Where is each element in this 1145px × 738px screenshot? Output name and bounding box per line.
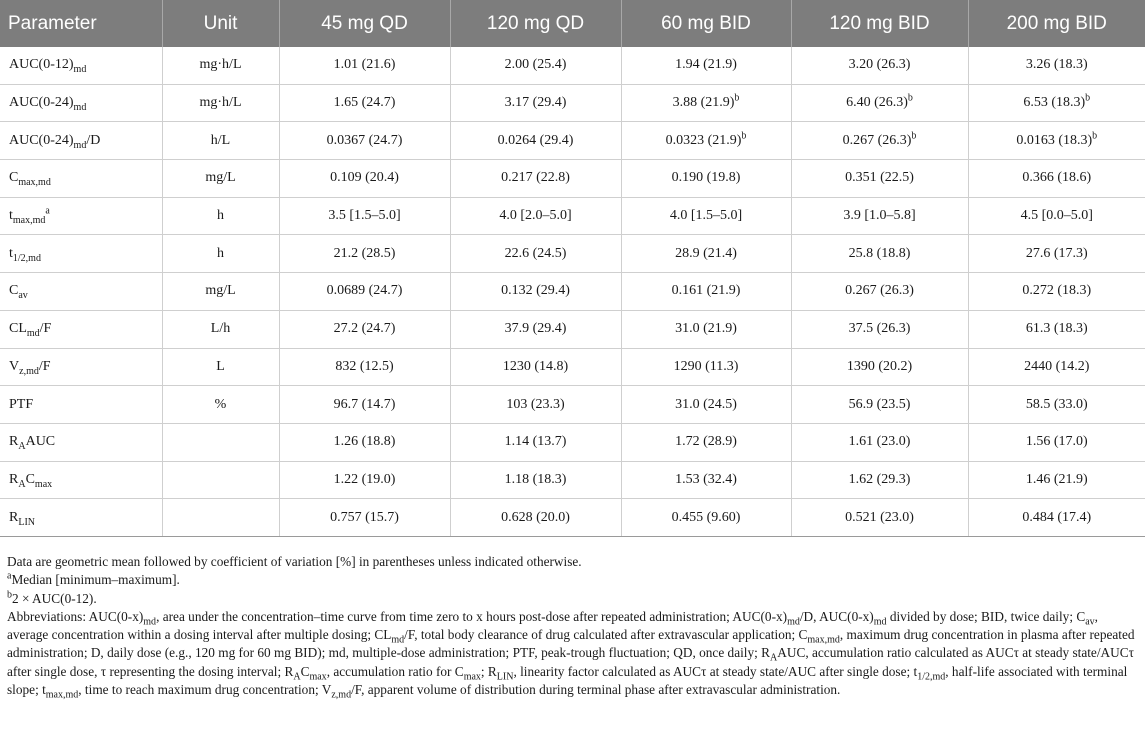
value-cell (968, 499, 1145, 537)
footnote-marker: b (741, 130, 747, 142)
cell-value: 2.00 (25.4) (504, 57, 567, 73)
value-cell (621, 122, 791, 160)
cell-value: 0.757 (15.7) (330, 509, 399, 525)
footnote-marker: b (1092, 130, 1098, 142)
parameter-cell (0, 273, 162, 311)
footnote-marker: b (911, 130, 917, 142)
table-row (0, 273, 1145, 311)
value-cell (279, 499, 450, 537)
value-cell (968, 197, 1145, 235)
parameter-cell (0, 386, 162, 424)
unit-cell: mg/L (162, 273, 279, 311)
value-cell (279, 461, 450, 499)
value-cell (279, 423, 450, 461)
value-cell (279, 122, 450, 160)
cell-value: 1.14 (13.7) (504, 434, 567, 450)
cell-value: 0.161 (21.9) (671, 283, 741, 299)
text-run: Abbreviations: AUC(0-x) (7, 608, 144, 624)
value-cell (791, 160, 968, 198)
subscript: A (18, 478, 26, 490)
text-run: AUC, accumulation ratio calculated as AUCτ at steady state/AUCτ after single dose, τ representing the dosing interval; R (7, 645, 1134, 679)
footnote (7, 571, 1137, 589)
cell-value: 0.0367 (24.7) (326, 132, 403, 148)
unit-cell: L/h (162, 310, 279, 348)
value-cell (279, 348, 450, 386)
text-run: , accumulation ratio for C (326, 663, 464, 679)
unit-cell: L (162, 348, 279, 386)
value-cell (791, 461, 968, 499)
text-run: C (300, 663, 310, 679)
cell-value: 3.5 [1.5–5.0] (328, 208, 401, 224)
cell-value: 3.9 [1.0–5.8] (843, 208, 916, 224)
subscript: z,md (331, 689, 352, 701)
text-run: AUC (25, 434, 56, 450)
value-cell (279, 273, 450, 311)
subscript: av (18, 290, 28, 302)
value-cell (791, 122, 968, 160)
value-cell (968, 235, 1145, 273)
subscript: md (73, 139, 87, 151)
cell-value: 4.5 [0.0–5.0] (1020, 208, 1093, 224)
header-200mg-bid: 200 mg BID (968, 0, 1145, 47)
value-cell (621, 273, 791, 311)
text-run: divided by dose; BID, twice daily; C (886, 608, 1086, 624)
parameter-cell (0, 197, 162, 235)
text-run: , half-life associated with terminal slope; t (7, 663, 1128, 698)
value-cell (621, 348, 791, 386)
text-run: AUC(0-24) (9, 132, 74, 148)
table-row (0, 386, 1145, 424)
footnote (7, 553, 1137, 571)
subscript: 1/2,md (917, 671, 946, 683)
footnote (7, 608, 1137, 699)
cell-value: 0.0264 (29.4) (497, 132, 574, 148)
subscript: md (73, 101, 87, 113)
text-run: Data are geometric mean followed by coefficient of variation [%] in parentheses unless indicated otherwise. (7, 554, 582, 569)
value-cell (450, 47, 621, 84)
cell-value: 96.7 (14.7) (333, 396, 396, 412)
cell-value: 6.40 (26.3) (846, 95, 908, 111)
cell-value: 22.6 (24.5) (504, 245, 567, 261)
subscript: LIN (496, 671, 514, 683)
parameter-cell (0, 84, 162, 122)
subscript: max,md (18, 177, 51, 189)
parameter-cell (0, 235, 162, 273)
value-cell (450, 310, 621, 348)
value-cell (968, 160, 1145, 198)
text-run: AUC(0-24) (9, 95, 74, 111)
text-run: R (9, 434, 19, 450)
text-run: ; R (480, 663, 497, 679)
value-cell (621, 160, 791, 198)
text-run: /F, total body clearance of drug calculated after extravascular application; C (404, 627, 808, 643)
table-row (0, 84, 1145, 122)
cell-value: 1.61 (23.0) (848, 434, 911, 450)
table-body (0, 47, 1145, 536)
value-cell (450, 197, 621, 235)
table-footnotes (7, 553, 1137, 699)
text-run: /D (86, 132, 101, 148)
cell-value: 0.0323 (21.9) (665, 132, 742, 148)
value-cell (621, 235, 791, 273)
header-unit: Unit (162, 0, 279, 47)
parameter-cell (0, 423, 162, 461)
text-run: R (9, 509, 19, 525)
unit-cell (162, 461, 279, 499)
subscript: LIN (18, 516, 36, 528)
unit-cell: mg/L (162, 160, 279, 198)
value-cell (450, 461, 621, 499)
cell-value: 6.53 (18.3) (1023, 95, 1086, 111)
value-cell (279, 84, 450, 122)
value-cell (791, 423, 968, 461)
cell-value: 0.267 (26.3) (842, 132, 912, 148)
cell-value: 31.0 (21.9) (675, 321, 737, 337)
cell-value: 0.521 (23.0) (845, 509, 914, 525)
subscript: md (143, 616, 157, 628)
value-cell (968, 310, 1145, 348)
value-cell (968, 423, 1145, 461)
value-cell (450, 84, 621, 122)
value-cell (968, 84, 1145, 122)
header-60mg-bid: 60 mg BID (621, 0, 791, 47)
cell-value: 0.109 (20.4) (330, 170, 399, 186)
value-cell (450, 235, 621, 273)
cell-value: 1.62 (29.3) (848, 471, 911, 487)
subscript: md (391, 634, 405, 646)
cell-value: 61.3 (18.3) (1025, 321, 1088, 337)
subscript: A (293, 671, 301, 683)
text-run: 2 × AUC(0-12). (12, 590, 97, 606)
parameter-cell (0, 310, 162, 348)
cell-value: 1.65 (24.7) (333, 95, 396, 111)
cell-value: 0.0689 (24.7) (326, 283, 403, 299)
value-cell (621, 310, 791, 348)
parameter-cell (0, 160, 162, 198)
value-cell (621, 461, 791, 499)
cell-value: 21.2 (28.5) (333, 245, 396, 261)
cell-value: 1.18 (18.3) (504, 471, 567, 487)
text-run: , area under the concentration–time curve from time zero to x hours post-dose after repeated administration; AUC(0-x) (156, 608, 788, 624)
unit-cell: h (162, 235, 279, 273)
cell-value: 0.132 (29.4) (501, 283, 570, 299)
table-row (0, 499, 1145, 537)
value-cell (621, 84, 791, 122)
unit-cell: % (162, 386, 279, 424)
cell-value: 27.2 (24.7) (333, 321, 396, 337)
subscript: md (73, 64, 87, 76)
cell-value: 3.17 (29.4) (504, 95, 567, 111)
superscript: a (45, 205, 50, 217)
cell-value: 0.628 (20.0) (501, 509, 570, 525)
value-cell (279, 235, 450, 273)
cell-value: 0.190 (19.8) (671, 170, 741, 186)
cell-value: 0.267 (26.3) (845, 283, 914, 299)
text-run: , maximum drug concentration in plasma after repeated administration; D, daily dose (e.g., 120 mg for 60 mg BID); md, multiple-dose administration; PTF, peak-trough fluctuation; QD, once daily; R (7, 627, 1135, 661)
unit-cell (162, 423, 279, 461)
value-cell (968, 461, 1145, 499)
text-run: C (25, 471, 35, 487)
cell-value: 1.56 (17.0) (1025, 434, 1088, 450)
table-row (0, 122, 1145, 160)
text-run: , linearity factor calculated as AUCτ at steady state/AUC after single dose; t (513, 663, 918, 679)
cell-value: 0.351 (22.5) (845, 170, 914, 186)
subscript: max (34, 478, 53, 490)
value-cell (791, 47, 968, 84)
cell-value: 1390 (20.2) (846, 358, 913, 374)
cell-value: 25.8 (18.8) (848, 245, 911, 261)
cell-value: 1.46 (21.9) (1025, 471, 1088, 487)
subscript: 1/2,md (12, 252, 41, 264)
table-row (0, 47, 1145, 84)
subscript: A (770, 653, 778, 665)
subscript: av (1085, 616, 1095, 628)
cell-value: 0.484 (17.4) (1022, 509, 1092, 525)
cell-value: 37.9 (29.4) (504, 321, 567, 337)
subscript: z,md (19, 365, 39, 377)
value-cell (450, 348, 621, 386)
header-120mg-qd: 120 mg QD (450, 0, 621, 47)
table-header (0, 0, 1145, 47)
value-cell (791, 310, 968, 348)
cell-value: 2440 (14.2) (1024, 358, 1090, 374)
value-cell (621, 386, 791, 424)
value-cell (450, 499, 621, 537)
text-run: C (9, 170, 19, 186)
value-cell (450, 273, 621, 311)
subscript: md (873, 616, 887, 628)
text-run: Median [minimum–maximum]. (11, 572, 180, 588)
cell-value: 0.366 (18.6) (1022, 170, 1092, 186)
footnote-marker: b (1085, 92, 1091, 104)
header-parameter: Parameter (0, 0, 162, 47)
cell-value: 1.72 (28.9) (675, 434, 737, 450)
value-cell (791, 348, 968, 386)
footnote-marker: b (734, 92, 740, 104)
parameter-cell (0, 122, 162, 160)
superscript: b (7, 589, 12, 601)
text-run: /F (39, 321, 52, 337)
subscript: md (26, 327, 40, 339)
subscript: max (463, 671, 481, 683)
value-cell (621, 423, 791, 461)
text-run: t (9, 245, 13, 261)
text-run: V (9, 358, 20, 374)
value-cell (791, 499, 968, 537)
parameter-cell (0, 461, 162, 499)
value-cell (279, 310, 450, 348)
text-run: C (9, 283, 19, 299)
parameter-cell (0, 47, 162, 84)
table-row (0, 160, 1145, 198)
cell-value: 1.22 (19.0) (333, 471, 396, 487)
cell-value: 0.272 (18.3) (1022, 283, 1092, 299)
cell-value: 1.53 (32.4) (675, 471, 737, 487)
text-run: /F, apparent volume of distribution during terminal phase after extravascular administration. (351, 682, 841, 698)
cell-value: 1230 (14.8) (502, 358, 569, 374)
header-45mg-qd: 45 mg QD (279, 0, 450, 47)
subscript: max,md (807, 634, 840, 646)
text-run: PTF (9, 396, 34, 412)
cell-value: 0.217 (22.8) (501, 170, 570, 186)
value-cell (968, 273, 1145, 311)
text-run: , average concentration within a dosing interval after multiple dosing; CL (7, 608, 1098, 643)
text-run: /D, AUC(0-x) (799, 608, 874, 624)
text-run: /F (38, 358, 51, 374)
cell-value: 27.6 (17.3) (1025, 245, 1088, 261)
value-cell (279, 160, 450, 198)
subscript: max,md (45, 689, 79, 701)
table-row (0, 197, 1145, 235)
subscript: md (787, 616, 800, 628)
value-cell (450, 423, 621, 461)
value-cell (279, 197, 450, 235)
text-run: , time to reach maximum drug concentration; V (78, 682, 332, 698)
cell-value: 31.0 (24.5) (675, 396, 737, 412)
value-cell (621, 197, 791, 235)
subscript: A (18, 441, 26, 453)
parameter-cell (0, 348, 162, 386)
value-cell (791, 197, 968, 235)
value-cell (968, 122, 1145, 160)
cell-value: 832 (12.5) (335, 358, 394, 374)
value-cell (791, 386, 968, 424)
cell-value: 28.9 (21.4) (675, 245, 737, 261)
value-cell (968, 348, 1145, 386)
text-run: R (9, 471, 19, 487)
cell-value: 1.94 (21.9) (675, 57, 737, 73)
cell-value: 0.455 (9.60) (671, 509, 741, 525)
cell-value: 1.26 (18.8) (333, 434, 396, 450)
value-cell (279, 47, 450, 84)
parameter-cell (0, 499, 162, 537)
table-row (0, 310, 1145, 348)
cell-value: 4.0 [2.0–5.0] (499, 208, 572, 224)
table-row (0, 348, 1145, 386)
table-row (0, 461, 1145, 499)
cell-value: 3.88 (21.9) (672, 95, 735, 111)
superscript: a (7, 570, 12, 582)
value-cell (791, 273, 968, 311)
subscript: max,md (12, 214, 46, 226)
header-120mg-bid: 120 mg BID (791, 0, 968, 47)
cell-value: 1.01 (21.6) (333, 57, 396, 73)
cell-value: 1290 (11.3) (673, 358, 739, 374)
cell-value: 0.0163 (18.3) (1016, 132, 1093, 148)
header-row (0, 0, 1145, 47)
subscript: max (309, 671, 327, 683)
value-cell (968, 47, 1145, 84)
footnote (7, 590, 1137, 608)
value-cell (791, 235, 968, 273)
value-cell (450, 386, 621, 424)
value-cell (621, 499, 791, 537)
value-cell (450, 122, 621, 160)
cell-value: 3.20 (26.3) (848, 57, 911, 73)
value-cell (621, 47, 791, 84)
value-cell (791, 84, 968, 122)
value-cell (450, 160, 621, 198)
cell-value: 37.5 (26.3) (848, 321, 911, 337)
text-run: t (9, 208, 13, 224)
table-row (0, 423, 1145, 461)
cell-value: 58.5 (33.0) (1025, 396, 1088, 412)
table-row (0, 235, 1145, 273)
value-cell (279, 386, 450, 424)
cell-value: 3.26 (18.3) (1025, 57, 1088, 73)
cell-value: 56.9 (23.5) (848, 396, 911, 412)
cell-value: 103 (23.3) (506, 396, 565, 412)
value-cell (968, 386, 1145, 424)
text-run: CL (9, 321, 27, 337)
cell-value: 4.0 [1.5–5.0] (669, 208, 743, 224)
unit-cell: mg·h/L (162, 84, 279, 122)
unit-cell (162, 499, 279, 537)
unit-cell: h/L (162, 122, 279, 160)
unit-cell: h (162, 197, 279, 235)
text-run: AUC(0-12) (9, 57, 74, 73)
unit-cell: mg·h/L (162, 47, 279, 84)
footnote-marker: b (907, 92, 913, 104)
